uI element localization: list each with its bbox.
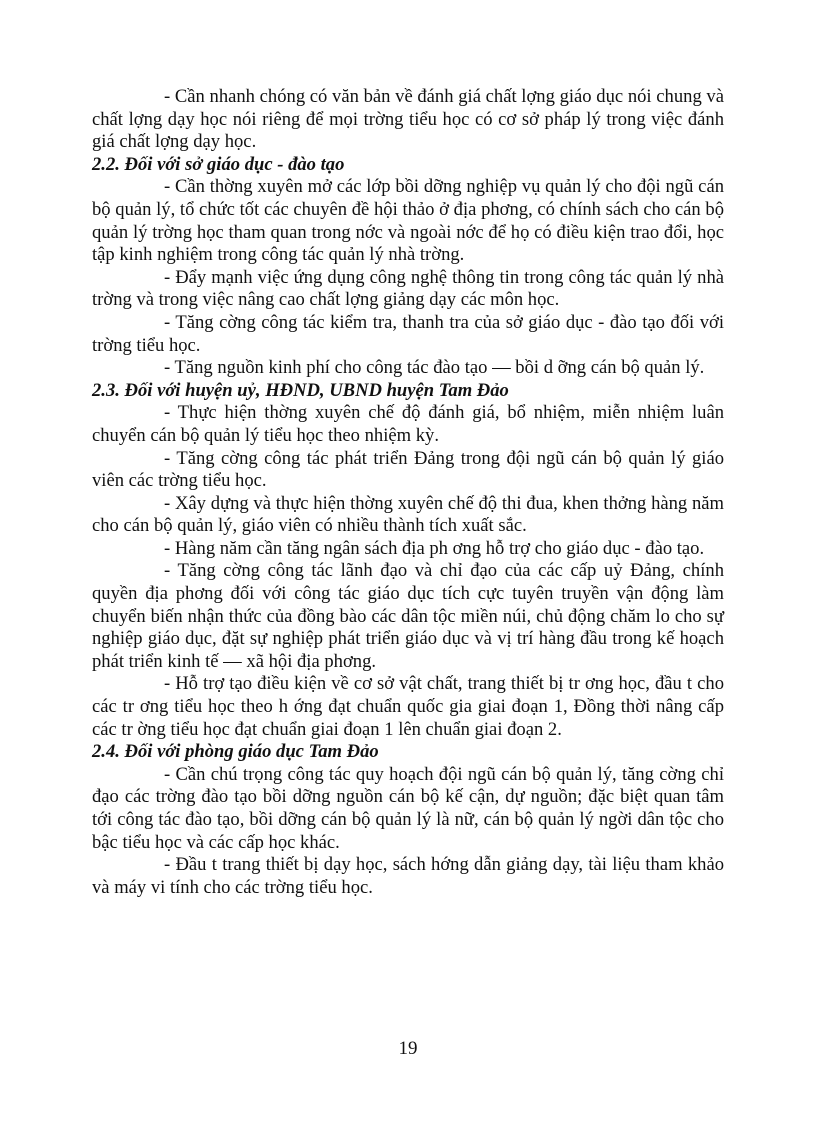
paragraph-party-development: - Tăng cờng công tác phát triển Đảng trong đội ngũ cán bộ quản lý giáo viên các trờng tiểu học. — [92, 447, 724, 492]
paragraph-appointment: - Thực hiện thờng xuyên chế độ đánh giá, bổ nhiệm, miễn nhiệm luân chuyển cán bộ quản lý tiểu học theo nhiệm kỳ. — [92, 402, 724, 446]
document-body — [92, 86, 724, 899]
page-number: 19 — [398, 1038, 418, 1059]
paragraph-staff-planning: - Cần chú trọng công tác quy hoạch đội ngũ cán bộ quản lý, tăng cờng chỉ đạo các trờng đào tạo bồi dỡng nguồn cán bộ kế cận, dự nguồn; đặc biệt quan tâm tới công tác đào tạo, bồi dỡng cán bộ quản lý là nữ, cán bộ quản lý ngời dân tộc cho bậc tiểu học và các cấp học khác. — [92, 763, 724, 853]
paragraph-leadership: - Tăng cờng công tác lãnh đạo và chỉ đạo của các cấp uỷ Đảng, chính quyền địa phơng đối với công tác giáo dục tích cực tuyên truyền vận động làm chuyển biến nhận thức của đồng bào các dân tộc miền núi, chủ động chăm lo cho sự nghiệp giáo dục, đặt sự nghiệp phát triển giáo dục và vị trí hàng đầu trong kế hoạch phát triển kinh tế — xã hội địa phơng. — [92, 560, 724, 672]
paragraph-training-budget: - Tăng nguồn kinh phí cho công tác đào tạo — bồi d ỡng cán bộ quản lý. — [164, 357, 705, 379]
paragraph-training-courses: - Cần thờng xuyên mở các lớp bồi dỡng nghiệp vụ quản lý cho đội ngũ cán bộ quản lý, tổ chức tốt các chuyên đề hội thảo ở địa phơng, có chính sách cho cán bộ quản lý trờng học tham quan trong nớc và ngoài nớc để họ có điều kiện trao đổi, học tập kinh nghiệm trong công tác quản lý nhà trờng. — [92, 176, 724, 266]
heading-section-2-3: 2.3. Đối với huyện uỷ, HĐND, UBND huyện Tam Đảo — [92, 379, 509, 401]
paragraph-evaluation-document: - Cần nhanh chóng có văn bản về đánh giá chất lợng giáo dục nói chung và chất lợng dạy học nói riêng để mọi trờng tiểu học có cơ sở pháp lý trong việc đánh giá chất lợng dạy học. — [92, 86, 724, 153]
paragraph-emulation-reward: - Xây dựng và thực hiện thờng xuyên chế độ thi đua, khen thởng hàng năm cho cán bộ quản lý, giáo viên có nhiều thành tích xuất sắc. — [92, 492, 724, 537]
paragraph-it-application: - Đẩy mạnh việc ứng dụng công nghệ thông tin trong công tác quản lý nhà trờng và trong việc nâng cao chất lợng giảng dạy các môn học. — [92, 266, 724, 311]
paragraph-facilities-support: - Hỗ trợ tạo điều kiện về cơ sở vật chất, trang thiết bị tr ơng học, đầu t cho các tr ơng tiểu học theo h ớng đạt chuẩn quốc gia giai đoạn 1, Đồng thời nâng cấp các tr ờng tiểu học đạt chuẩn giai đoạn 1 lên chuẩn giai đoạn 2. — [92, 673, 724, 740]
paragraph-inspection: - Tăng cờng công tác kiểm tra, thanh tra của sở giáo dục - đào tạo đối với trờng tiểu học. — [92, 311, 724, 356]
heading-section-2-2: 2.2. Đối với sở giáo dục - đào tạo — [92, 153, 345, 175]
heading-section-2-4: 2.4. Đối với phòng giáo dục Tam Đảo — [92, 741, 379, 763]
paragraph-local-budget: - Hàng năm cần tăng ngân sách địa ph ơng hỗ trợ cho giáo dục - đào tạo. — [164, 537, 705, 559]
paragraph-equipment-investment: - Đầu t trang thiết bị dạy học, sách hớng dẫn giảng dạy, tài liệu tham khảo và máy vi tính cho các trờng tiểu học. — [92, 854, 724, 898]
